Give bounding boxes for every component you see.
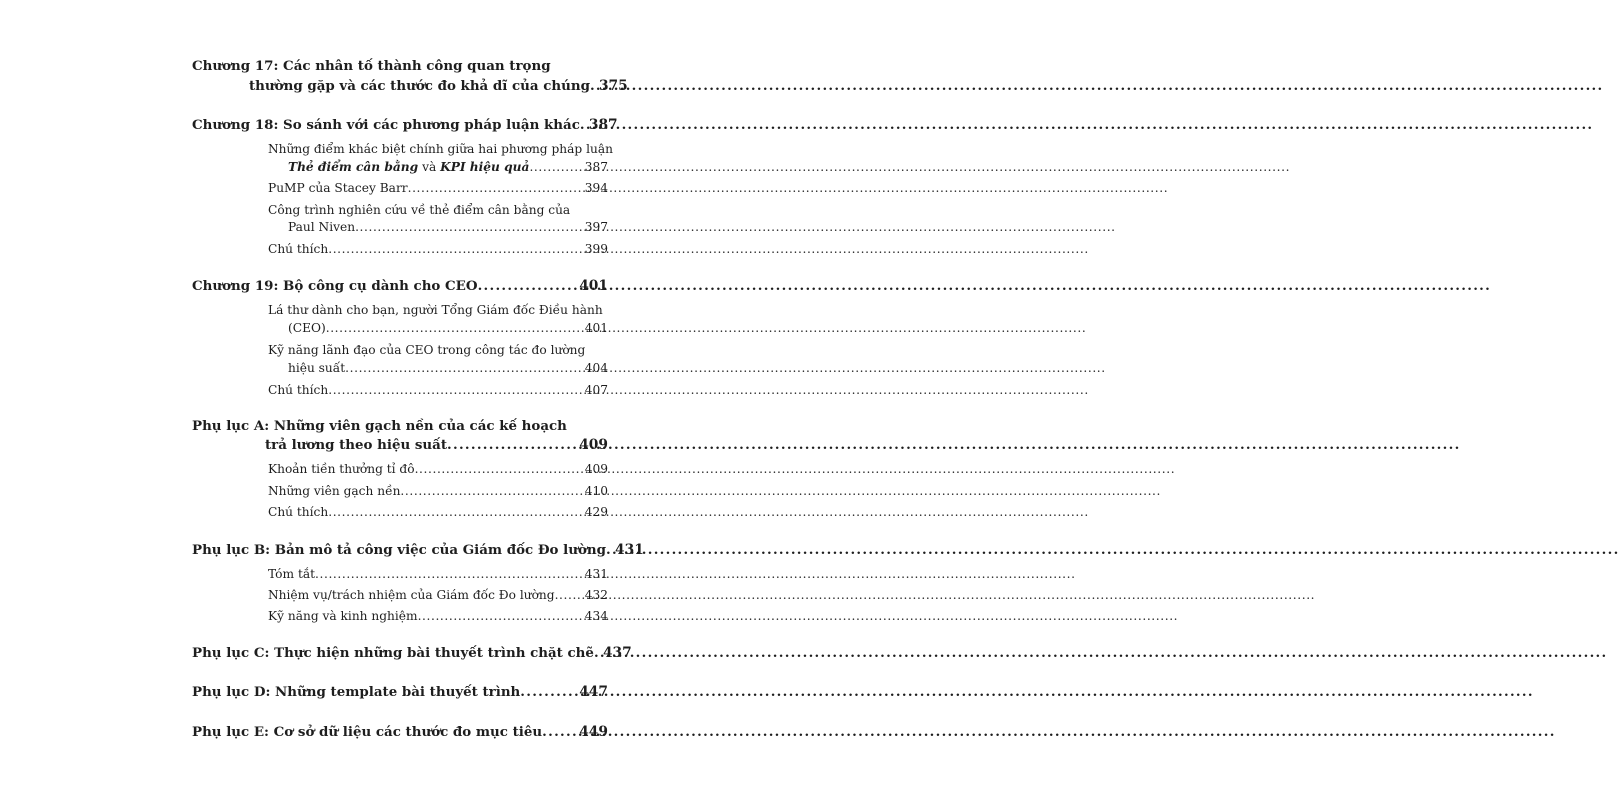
page-number: 431 — [584, 567, 608, 581]
dot-leader — [418, 609, 584, 623]
dot-leader — [328, 505, 584, 519]
dot-leader — [415, 462, 584, 476]
dot-leader — [328, 242, 584, 256]
page-number: 431 — [615, 542, 644, 558]
page-number: 409 — [579, 437, 608, 453]
page-number: 407 — [584, 383, 608, 397]
page-number: 437 — [602, 645, 632, 661]
toc-appendix-d-entry: Phụ lục D: Những template bài thuyết trình ..... 447 — [192, 684, 608, 700]
page-number: 387 — [588, 117, 618, 133]
page-number: 447 — [579, 684, 608, 700]
page-number: 449 — [579, 724, 608, 740]
page-number: 401 — [584, 321, 608, 335]
dot-leader — [400, 484, 583, 498]
page-number: 399 — [584, 242, 608, 256]
toc-subentry-notes-19: Chú thích ..... 407 — [268, 383, 608, 397]
toc-subentry-niven: Paul Niven ..... 397 — [288, 220, 608, 234]
page-number: 394 — [584, 181, 608, 195]
toc-appendix-a-entry: trả lương theo hiệu suất ..... 409 — [265, 437, 608, 453]
dot-leader — [606, 542, 614, 558]
dot-leader — [447, 437, 578, 453]
toc-subentry-notes-a: Chú thích ..... 429 — [268, 505, 608, 519]
toc-chapter-18-entry: Chương 18: So sánh với các phương pháp luận khác ..... 387 — [192, 117, 608, 133]
toc-chapter-19-entry: Chương 19: Bộ công cụ dành cho CEO ..... 401 — [192, 278, 608, 294]
toc-appendix-c-entry: Phụ lục C: Thực hiện những bài thuyết trình chặt chẽ ..... 437 — [192, 645, 608, 661]
dot-leader — [590, 78, 598, 94]
page-number: 397 — [584, 220, 608, 234]
toc-subentry-bonus: Khoản tiền thưởng tỉ đô ..... 409 — [268, 462, 608, 476]
toc-subentry-building-blocks: Những viên gạch nền ..... 410 — [268, 484, 608, 498]
dot-leader — [555, 588, 584, 602]
toc-subentry-summary: Tóm tắt ..... 431 — [268, 567, 608, 581]
toc-subentry-ceo-letter: (CEO) ..... 401 — [288, 321, 608, 335]
toc-subentry-ceo-letter-line1: Lá thư dành cho bạn, người Tổng Giám đốc Điều hành — [268, 303, 603, 317]
toc-subentry-notes-18: Chú thích ..... 399 — [268, 242, 608, 256]
toc-subentry-skills: Kỹ năng và kinh nghiệm ..... 434 — [268, 609, 608, 623]
page-number: 375 — [598, 78, 628, 94]
page-number: 387 — [584, 160, 608, 174]
toc-subentry-ceo-leadership-line1: Kỹ năng lãnh đạo của CEO trong công tác đo lường — [268, 343, 586, 357]
page-number: 429 — [584, 505, 608, 519]
page-number: 434 — [584, 609, 608, 623]
dot-leader — [478, 278, 579, 294]
dot-leader — [408, 181, 584, 195]
dot-leader — [328, 383, 584, 397]
toc-subentry-differences-line1: Những điểm khác biệt chính giữa hai phương pháp luận — [268, 142, 613, 156]
dot-leader — [542, 724, 578, 740]
page-number: 404 — [584, 361, 608, 375]
page-number: 410 — [584, 484, 608, 498]
dot-leader — [355, 220, 584, 234]
dot-leader — [345, 361, 584, 375]
page-number: 401 — [579, 278, 608, 294]
toc-subentry-pump: PuMP của Stacey Barr ..... 394 — [268, 181, 608, 195]
dot-leader — [520, 684, 578, 700]
dot-leader — [326, 321, 584, 335]
toc-chapter-17-title: Chương 17: Các nhân tố thành công quan trọng — [192, 58, 551, 74]
toc-appendix-b-entry: Phụ lục B: Bản mô tả công việc của Giám đốc Đo lường ..... 431 — [192, 542, 608, 558]
page-number: 432 — [584, 588, 608, 602]
toc-subentry-differences: Thẻ điểm cân bằng và KPI hiệu quả ..... 387 — [288, 160, 608, 174]
toc-subentry-niven-line1: Công trình nghiên cứu về thẻ điểm cân bằng của — [268, 203, 571, 217]
toc-chapter-17-entry: thường gặp và các thước đo khả dĩ của chúng ..... 375 — [249, 78, 608, 94]
dot-leader — [315, 567, 584, 581]
toc-appendix-e-entry: Phụ lục E: Cơ sở dữ liệu các thước đo mục tiêu ..... 449 — [192, 724, 608, 740]
toc-subentry-duties: Nhiệm vụ/trách nhiệm của Giám đốc Đo lường ..... 432 — [268, 588, 608, 602]
page-number: 409 — [584, 462, 608, 476]
toc-page — [0, 0, 800, 800]
dot-leader — [594, 645, 602, 661]
toc-appendix-a-title: Phụ lục A: Những viên gạch nền của các kế hoạch — [192, 418, 567, 434]
dot-leader — [529, 160, 583, 174]
toc-subentry-ceo-leadership: hiệu suất ..... 404 — [288, 361, 608, 375]
dot-leader — [580, 117, 588, 133]
